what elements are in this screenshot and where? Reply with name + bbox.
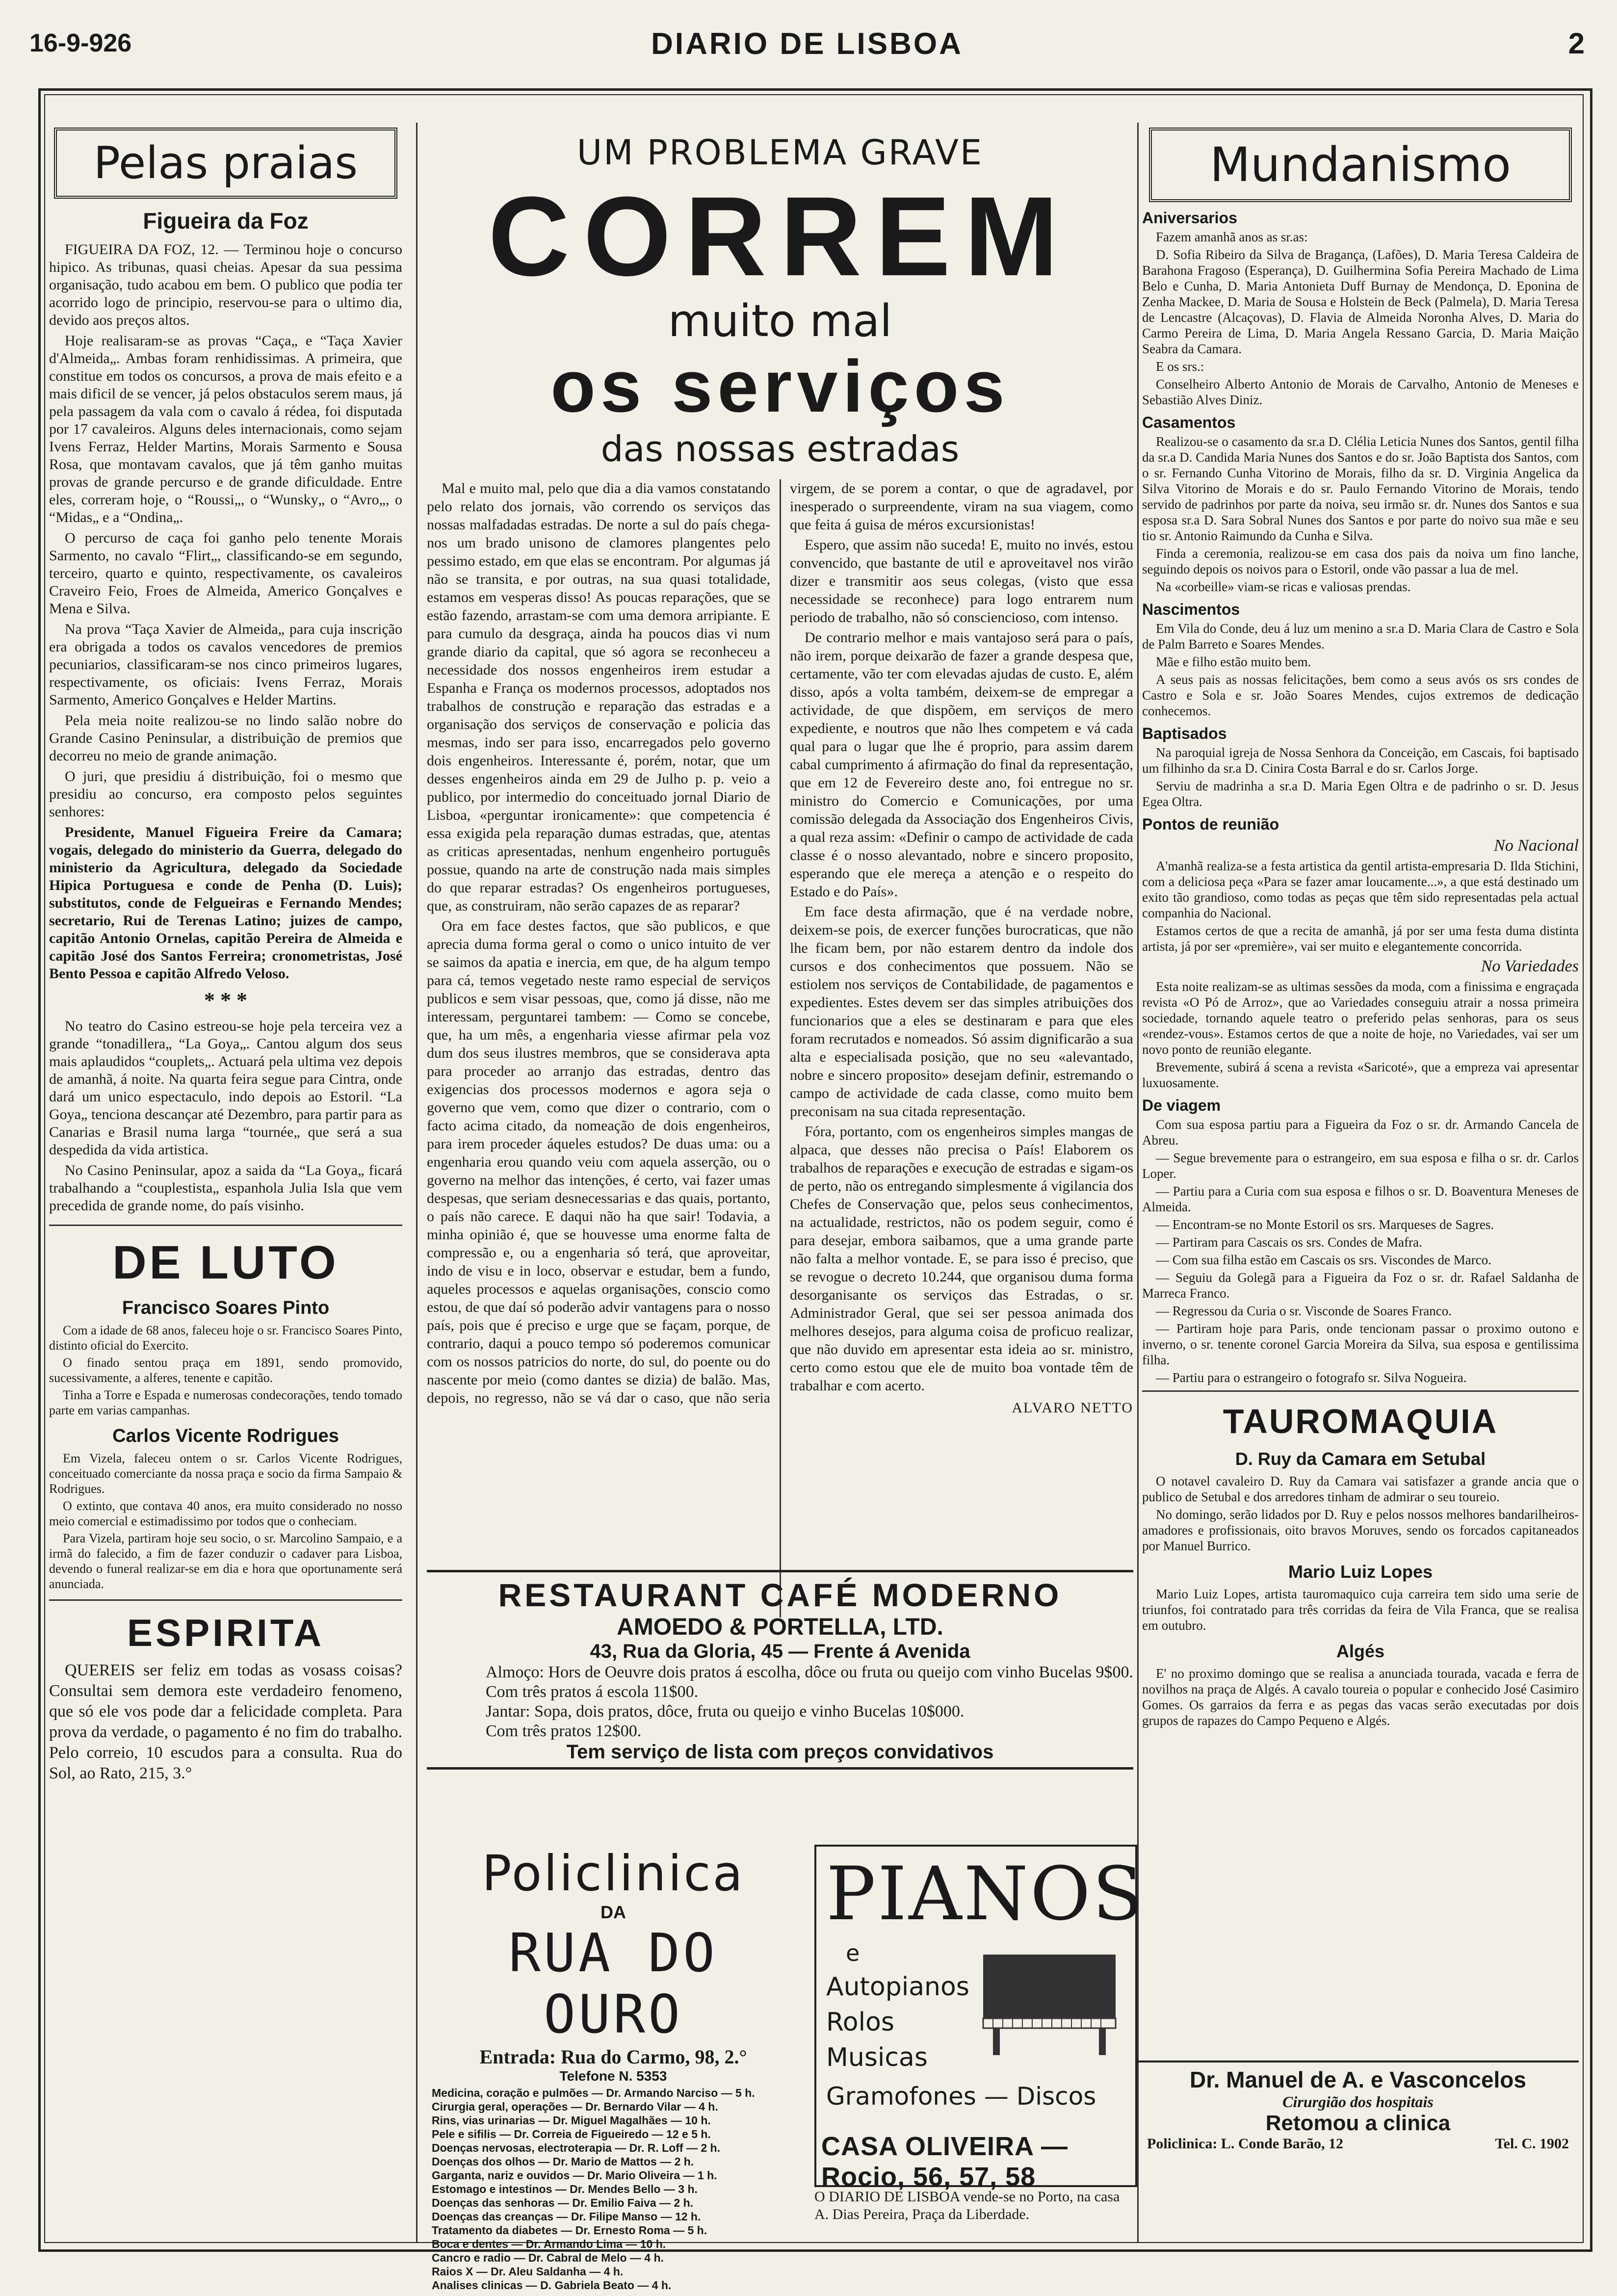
paragraph: Pela meia noite realizou-se no lindo salão nobre do Grande Casino Peninsular, a distribuição de premios que decorreu no meio de grande animação.	[49, 712, 402, 764]
section-nascimentos: Nascimentos	[1142, 600, 1240, 618]
restaurant-name: RESTAURANT CAFÉ MODERNO	[498, 1577, 1062, 1613]
paragraph: Mãe e filho estão muito bem.	[1156, 654, 1311, 669]
policlinica-subtitle: RUA DO OURO	[508, 1923, 718, 2045]
policlinica-phone: Telefone N. 5353	[559, 2068, 667, 2084]
paragraph: Na «corbeille» viam-se ricas e valiosas prendas.	[1156, 579, 1411, 594]
obituary-text: O extinto, que contava 40 anos, era muito considerado no nosso meio comercial e estimadissimo por todos que o conheciam.	[49, 1499, 402, 1528]
sales-note: O DIARIO DE LISBOA vende-se no Porto, na casa A. Dias Pereira, Praça da Liberdade.	[814, 2189, 1120, 2222]
pianos-item: Rolos	[826, 2008, 894, 2037]
policlinica-ad	[427, 1845, 800, 2292]
paragraph: E os srs.:	[1156, 359, 1204, 374]
service-line: Doenças das senhoras — Dr. Emilio Faiva — 2 h.	[432, 2196, 694, 2209]
doctor-phone: Tel. C. 1902	[1495, 2136, 1569, 2152]
section-aniversarios: Aniversarios	[1142, 209, 1237, 227]
article-subtitle: Figueira da Foz	[143, 208, 309, 234]
main-article	[427, 479, 1133, 1618]
obituary-text: Tinha a Torre e Espada e numerosas condecorações, tendo tomado parte em varias campanhas.	[49, 1388, 402, 1417]
paragraph: O notavel cavaleiro D. Ruy da Camara vai satisfazer a grande ancia que o publico de Setubal e dos arredores tinham de admirar o seu toureio.	[1142, 1474, 1579, 1504]
paragraph: Mario Luiz Lopes, artista tauromaquico cuja carreira tem sido uma serie de triunfos, foi contratado para três corridas da feira de Vila Franca, que se realisa em outubro.	[1142, 1587, 1579, 1633]
paragraph: — Regressou da Curia o sr. Visconde de Soares Franco.	[1156, 1304, 1452, 1318]
service-line: Doenças dos olhos — Dr. Mario de Mattos — 2 h.	[432, 2155, 694, 2168]
bullfight-subtitle: D. Ruy da Camara em Setubal	[1235, 1449, 1486, 1469]
service-line: Analises clinicas — D. Gabriela Beato — 4 h.	[432, 2279, 672, 2292]
paragraph: Espero, que assim não suceda! E, muito no invés, estou convencido, que bastante de util e aproveitavel nos virão dizer e transmitir aos seus colegas, (visto que essa necessidade se reconhece) para logo entrarem num periodo de trabalho, não só consciencioso, com intenso.	[790, 537, 1133, 626]
paragraph: FIGUEIRA DA FOZ, 12. — Terminou hoje o concurso hipico. As tribunas, quasi cheias. Apesar da sua pessima organisação, tudo acabou em bem. O publico que podia ter acorrido logo de principio, reservou-se para o ultimo dia, devido aos preços altos.	[49, 241, 402, 328]
section-title: Pelas praias	[93, 137, 358, 189]
paragraph: Em Vila do Conde, deu á luz um menino a sr.a D. Maria Clara de Castro e Sola de Palm Barreto e Soares Mendes.	[1142, 621, 1579, 652]
doctor-specialty: Cirurgião dos hospitais	[1282, 2093, 1434, 2111]
service-line: Rins, vias urinarias — Dr. Miguel Magalhães — 10 h.	[432, 2114, 711, 2127]
paragraph: O percurso de caça foi ganho pelo tenente Morais Sarmento, no cavalo “Flirt„, classificando-se em segundo, terceiro, quarto e quinto, respectivamente, os cavaleiros Craveiro Feio, Froes de Almeida, Americo Gonçalves e Mena e Silva.	[49, 530, 402, 617]
author-signature: ALVARO NETTO	[1012, 1400, 1133, 1416]
separator: * * *	[204, 988, 247, 1012]
paragraph: D. Sofia Ribeiro da Silva de Bragança, (Lafões), D. Maria Teresa Caldeira de Barahona Fragoso (Esperança), D. Guilhermina Sofia Pereira Machado de Lima Belo e Cunha, D. Maria Antonieta Duff Burnay de Mendonça, D. Eponina de Zenha Mackee, D. Maria de Sousa e Holstein de Beck (Palmela), D. Maria Teresa de Lencastre (Alcaçovas), D. Flavia de Almeida Noronha Alves, D. Maria do Carmo Pereira de Lima, D. Maria Angela Ressano Garcia, D. Maria Maição Seabra da Camara.	[1142, 247, 1579, 356]
obituary-name: Carlos Vicente Rodrigues	[112, 1426, 339, 1446]
paragraph: Com sua esposa partiu para a Figueira da Foz o sr. dr. Armando Cancela de Abreu.	[1142, 1117, 1579, 1148]
paragraph: — Encontram-se no Monte Estoril os srs. Marqueses de Sagres.	[1156, 1217, 1494, 1232]
paragraph: Na paroquial igreja de Nossa Senhora da Conceição, em Cascais, foi baptisado um filhinho da sr.a D. Cinira Costa Barral e do sr. Carlos Jorge.	[1142, 745, 1579, 776]
paragraph: — Partiram hoje para Paris, onde tencionam passar o proximo outono e inverno, o sr. tenente coronel Garcia Moreira da Silva, sua esposa e gentilissima filha.	[1142, 1321, 1579, 1367]
paragraph: Hoje realisaram-se as provas “Caça„ e “Taça Xavier d'Almeida„. Ambas foram renhidissimas. A primeira, que constitue em todos os concursos, a prova de mais efeito e a mais dificil de se vencer, já pelos obstaculos serem maus, já pela passagem da vala com o cavalo á rédea, foi disputada por 17 cavaleiros. Alguns deles internacionais, como sejam Ivens Ferraz, Helder Martins, Morais Sarmento e Sousa Rosa, que montavam cavalos, que já têm ganho muitas provas de grande percurso e de grande dificuldade. Entre eles, correram hoje, o “Roussi„, o “Wunsky„ o “Avro„, o “Midas„ e a “Ondina„.	[49, 333, 402, 525]
pianos-title: PIANOS	[826, 1852, 1145, 1937]
doctor-notice: Retomou a clinica	[1265, 2111, 1451, 2135]
paragraph: No Casino Peninsular, apoz a saida da “La Goya„ ficará trabalhando a “couplestista„ espanhola Julia Isla que vem precedida de grande nome, do país visinho.	[49, 1162, 402, 1214]
pianos-gramophones: Gramofones — Discos	[826, 2082, 1096, 2111]
paragraph: Na prova “Taça Xavier de Almeida„ para cuja inscrição era obrigada a todos os cavalos vencedores de premios pecuniarios, classificaram-se nos cinco primeiros lugares, respectivamente, os oficiais: Ivens Ferraz, Morais Sarmento, Americo Gonçalves e Helder Martins.	[49, 621, 402, 708]
service-line: Raios X — Dr. Aleu Saldanha — 4 h.	[432, 2265, 624, 2278]
right-column	[1137, 118, 1579, 2242]
column-rule-left	[416, 123, 417, 2242]
pelas-praias-banner	[54, 128, 397, 199]
service-line: Cirurgia geral, operações — Dr. Bernardo Vilar — 4 h.	[432, 2100, 718, 2113]
headline-line-2: muito mal	[668, 295, 892, 347]
page-header	[29, 24, 1585, 68]
tauromaquia-heading: TAUROMAQUIA	[1223, 1402, 1498, 1440]
paragraph: — Partiram para Cascais os srs. Condes de Mafra.	[1156, 1235, 1422, 1250]
issue-date: 16-9-926	[29, 29, 132, 57]
pianos-ad	[814, 1845, 1145, 2192]
pianos-item: Musicas	[826, 2043, 928, 2072]
restaurant-footer: Tem serviço de lista com preços convidativos	[566, 1741, 994, 1763]
restaurant-address: 43, Rua da Gloria, 45 — Frente á Avenida	[590, 1641, 970, 1662]
section-baptisados: Baptisados	[1142, 725, 1227, 742]
section-pontos: Pontos de reunião	[1142, 815, 1279, 833]
divider	[1142, 1390, 1579, 1392]
mundanismo-banner	[1149, 128, 1572, 202]
luto-heading: DE LUTO	[112, 1236, 339, 1289]
service-line: Doenças nervosas, electroterapia — Dr. R. Loff — 2 h.	[432, 2141, 720, 2154]
paragraph: Estamos certos de que a recita de amanhã, já por ser uma festa duma distinta artista, já por ser «première», vai ser muito e elegantemente concorrida.	[1142, 923, 1579, 954]
paragraph: A'manhã realiza-se a festa artistica da gentil artista-empresaria D. Ilda Stichini, com a deliciosa peça «Para se fazer amar loucamente...», a que está destinado um exito tão grandioso, como todas as peças que têm sido representadas pela actual companhia do Nacional.	[1142, 859, 1579, 920]
espirita-text: QUEREIS ser feliz em todas as vosass coisas? Consultai sem demora este verdadeiro fenomeno, que só ele vos pode dar a felicidade completa. Para prova da verdade, o pagamento é no fim do trabalho. Pelo correio, 10 escudos para a consulta. Rua do Sol, ao Rato, 215, 3.°	[49, 1661, 402, 1782]
pianos-item: Autopianos	[826, 1972, 969, 2002]
middle-column	[427, 118, 1145, 2292]
paragraph: Serviu de madrinha a sr.a D. Maria Egen Oltra e de padrinho o sr. D. Jesus Egea Oltra.	[1142, 779, 1579, 809]
service-line: Garganta, nariz e ouvidos — Dr. Mario Oliveira — 1 h.	[432, 2169, 717, 2182]
obituary-name: Francisco Soares Pinto	[122, 1298, 330, 1318]
menu-line: Com três pratos á escola 11$00.	[486, 1683, 699, 1701]
headline-line-3: os serviços	[550, 345, 1010, 427]
paragraph: — Segue brevemente para o estrangeiro, em sua esposa e filha o sr. dr. Carlos Loper.	[1142, 1150, 1579, 1181]
section-viagem: De viagem	[1142, 1096, 1221, 1114]
restaurant-firm: AMOEDO & PORTELLA, LTD.	[617, 1614, 943, 1640]
piano-illustration	[978, 1945, 1125, 2058]
paragraph: E' no proximo domingo que se realisa a anunciada tourada, vacada e ferra de novilhos na praça de Algés. A cavalo toureia o popular e conhecido José Casimiro Gomes. Os garraios da ferra e as pegas das vacas serão executadas por dois grupos de rapazes do Campo Pequeno e Algés.	[1142, 1666, 1579, 1728]
obituary-text: Para Vizela, partiram hoje seu socio, o sr. Marcolino Sampaio, e a irmã do falecido, a fim de fazer conduzir o cadaver para Lisboa, devendo o funeral realizar-se em dia e hora que oportunamente será anunciada.	[49, 1531, 402, 1591]
paragraph: — Com sua filha estão em Cascais os srs. Viscondes de Marco.	[1156, 1252, 1492, 1267]
paragraph: Fazem amanhã anos as sr.as:	[1156, 230, 1308, 244]
policlinica-services	[427, 2086, 800, 2292]
paragraph: O juri, que presidiu á distribuição, foi o mesmo que presidiu ao concurso, era composto pelos seguintes senhores:	[49, 768, 402, 820]
divider	[49, 1225, 402, 1226]
left-column	[49, 118, 402, 2242]
service-line: Tratamento da diabetes — Dr. Ernesto Roma — 5 h.	[432, 2224, 707, 2237]
paragraph: Fóra, portanto, com os engenheiros simples mangas de alpaca, que desses não precisa o País! Elaborem os trabalhos de reparações e execução de estradas e sigam-os de perto, não os entregando simplesmente á vigilancia dos Chefes de Conservação que, pelos seus conhecimentos, na actualidade, restrictos, não os podem seguir, como é para desejar, embora saibamos, que a uma grande parte não falta a melhor vontade. E, se para isso é preciso, que se revogue o decreto 10.244, que organisou duma forma desorganisante os serviços das Estradas, o sr. Administrador Geral, que sei ser pessoa animada dos melhores desejos, para alguma coisa de proficuo realizar, que não duvido em apresentar esta ideia ao sr. ministro, certo como estou que ele de muito boa vontade têm de trabalhar e com acerto.	[790, 1123, 1133, 1394]
subsection-variedades: No Variedades	[1481, 957, 1579, 975]
paragraph: Finda a ceremonia, realizou-se em casa dos pais da noiva um fino lanche, seguindo depois os noivos para o Estoril, onde vão passar a lua de mel.	[1142, 546, 1579, 576]
paragraph: De contrario melhor e mais vantajoso será para o país, não irem, porque deixarão de fazer a grande despesa que, certamente, vão ter com elevadas ajudas de custo. E, além disso, após a volta também, deixem-se de empregar a actividade, de que dispõem, em serviços de mero expediente, e noutros que não lhes competem e vá cada qual para o lugar que lhe é proprio, para assim darem cabal cumprimento á afirmação do final da representação, que em 12 de Fevereiro deste ano, foi entregue no sr. ministro do Comercio e Comunicações, por uma comissão delegada da Associação dos Engenheiros Civis, a qual reza assim: «Definir o campo de actividade de cada classe é o nosso alevantado, nobre e sincero proposito, esperando que ele mereça a atenção e o respeito do Estado e do País».	[790, 629, 1133, 900]
section-casamentos: Casamentos	[1142, 414, 1236, 431]
service-line: Doenças das creanças — Dr. Filipe Manso — 12 h.	[432, 2210, 701, 2223]
bullfight-subtitle: Algés	[1336, 1641, 1385, 1661]
headline-line-4: das nossas estradas	[600, 428, 960, 470]
paragraph: Ora em face destes factos, que são publicos, e que aprecia duma forma geral o como o unico intuito de ver se saimos da apatia e inercia, em que, de ha algum tempo para cá, temos vegetado neste ramo especial de serviços publicos e sem visar pessoas, que, como já disse, não me interessam, perguntarei tambem: — Como se concebe, que, ha um mês, a engenharia viesse afirmar pela voz dum dos seus ilustres membros, que se considerava apta para proceder ao arranjo das estradas, dentro das exigencias dos processos modernos e agora seja o governo que vem, como que dizer o contrario, com o facto acima citado, da nomeação de dois engenheiros, para irem proceder áqueles estudos? De duas uma: ou a engenharia erou quando veiu com aquela asserção, ou o governo na melhor das intenções, é certo, vai fazer umas despesas, que seriam desnecessarias e das quais, portanto, o país não carece. E daqui não ha que sair! Todavia, a minha opinião é, que se houvesse uma enorme falta de compressão e, ou a engenharia só terá, que aproveitar, indo de visu e in loco, observar e estudar, bem a fundo, aqueles processos e aquelas organisações, conscio como estou, de que daí só poderão advir vantagens para o nosso país, pois que é preciso e urge que se façam, porque, de contrario, daqui a pouco tempo só poderemos comunicar com os nossos patricios do norte, do sul, do poente ou do nascente por meio (como dantes se dizia) de balão. Mas, depois, no regresso, não se vá dar o caso, que não seria virgem, de se porem a contar, o que de agradavel, por inesperado o surpreendente, viram na sua viagem, como que feita á guisa de méros excursionistas!	[427, 480, 1133, 1406]
paragraph: A seus pais as nossas felicitações, bem como a seus avós os srs condes de Castro e Sola e sr. João Soares Mendes, cujos extremos de dedicação conhecemos.	[1142, 672, 1579, 718]
paragraph: Realizou-se o casamento da sr.a D. Clélia Leticia Nunes dos Santos, gentil filha da sr.a D. Candida Maria Nunes dos Santos e do sr. João Baptista dos Santos, com o sr. Fernando Cunha Vitorino de Morais, filho da sr. D. Virginia Angelica da Silva Vitorino de Morais e do sr. Paulo Fernando Vitorino de Morais, tendo servido de padrinhos por parte da noiva, seu irmão sr. dr. Nunes dos Santos e sua esposa sr.a D. Sara Sobral Nunes dos Santos e por parte do noivo sua mãe e seu tio sr. Antonio Raimundo da Cunha e Silva.	[1142, 434, 1579, 543]
policlinica-title: Policlinica	[482, 1845, 745, 1902]
obituary-text: Em Vizela, faleceu ontem o sr. Carlos Vicente Rodrigues, conceituado comerciante da nossa praça e socio da firma Sampaio & Rodrigues.	[49, 1451, 402, 1496]
policlinica-da: DA	[600, 1902, 626, 1922]
doctor-contact	[1137, 2136, 1579, 2152]
menu-line: Almoço: Hors de Oeuvre dois pratos á escolha, dôce ou fruta ou queijo com vinho Bucelas 9$00.	[486, 1663, 1134, 1681]
paragraph: Conselheiro Alberto Antonio de Morais de Carvalho, Antonio de Meneses e Sebastião Alves Diniz.	[1142, 377, 1579, 407]
doctor-ad	[1137, 2061, 1579, 2152]
bullfight-subtitle: Mario Luiz Lopes	[1288, 1562, 1433, 1582]
paragraph: Em face desta afirmação, que é na verdade nobre, deixem-se pois, de exercer funções burocraticas, que não lhe ficam bem, por não estarem dentro da indole dos cursos e dos conhecimentos que possuem. Não se estiolem nos serviços de Contabilidade, de pagamentos e expedientes. Estes devem ser das simples atribuições dos funcionarios que a eles se destinaram e para que eles foram recrutados e nomeados. Só assim dignificarão a sua alta e especialisada posição, que no seu «alevantado, nobre e sincero proposito» desejam definir, estremando o campo de actividade de cada classe, como muito bem preconisam na sua citada representação.	[790, 904, 1133, 1120]
paragraph: — Seguiu da Golegã para a Figueira da Foz o sr. dr. Rafael Saldanha de Marreca Franco.	[1142, 1270, 1579, 1301]
section-title: Mundanismo	[1209, 137, 1512, 192]
page-number: 2	[1568, 27, 1585, 60]
paragraph: — Partiu para a Curia com sua esposa e filhos o sr. D. Boaventura Meneses de Almeida.	[1142, 1184, 1579, 1214]
service-line: Estomago e intestinos — Dr. Mendes Bello — 3 h.	[432, 2183, 698, 2195]
pianos-shop: CASA OLIVEIRA — Rocio, 56, 57, 58	[821, 2132, 1069, 2192]
pianos-and: e	[846, 1940, 860, 1966]
paragraph: — Partiu para o estrangeiro o fotografo sr. Silva Nogueira.	[1156, 1370, 1467, 1385]
paragraph: No teatro do Casino estreou-se hoje pela terceira vez a grande “tonadillera„ “La Goya„. Cantou algum dos seus mais aplaudidos “couplets„. Actuará pela ultima vez depois de amanhã, á noite. Na quarta feira segue para Cintra, onde dará um unico espectaculo, indo depois ao Estoril. “La Goya„ tenciona descançar até Dezembro, para partir para as Canarias e Brasil numa larga “tournée„ que será a sua despedida da vida artistica.	[49, 1018, 402, 1158]
service-line: Pele e sifilis — Dr. Correia de Figueiredo — 12 e 5 h.	[432, 2128, 711, 2140]
divider	[49, 1599, 402, 1601]
service-line: Medicina, coração e pulmões — Dr. Armando Narciso — 5 h.	[432, 2087, 755, 2099]
pianos-lines	[826, 1969, 969, 2075]
headline: CORREM	[488, 173, 1072, 299]
menu-line: Jantar: Sopa, dois pratos, dôce, fruta ou queijo e vinho Bucelas 10$000.	[486, 1702, 965, 1721]
espirita-heading: ESPIRITA	[127, 1611, 324, 1654]
obituary-text: O finado sentou praça em 1891, sendo promovido, sucessivamente, a alferes, tenente e capitão.	[49, 1356, 402, 1385]
paragraph: No domingo, serão lidados por D. Ruy e pelos nossos melhores bandarilheiros-amadores e profissionais, oito bravos Moruves, sendo os forcados capitaneados por Manuel Burrico.	[1142, 1507, 1579, 1553]
menu-line: Com três pratos 12$00.	[486, 1722, 642, 1740]
service-line: Boca e dentes — Dr. Armando Lima — 10 h.	[432, 2238, 666, 2250]
service-line: Cancro e radio — Dr. Cabral de Melo — 4 h.	[432, 2251, 664, 2264]
paragraph: Esta noite realizam-se as ultimas sessões da moda, com a finissima e engraçada revista «O Pó de Arroz», que ao Variedades conseguiu atrair a nossa primeira sociedade, tornando aquele teatro o preferido pelas senhoras, para os seus «rendez-vous». Estamos certos de que a noite de hoje, no Variedades, vai ser um novo ponto de reunião elegante.	[1142, 979, 1579, 1057]
doctor-name: Dr. Manuel de A. e Vasconcelos	[1189, 2067, 1526, 2092]
policlinica-entrance: Entrada: Rua do Carmo, 98, 2.°	[479, 2046, 747, 2068]
restaurant-ad	[427, 1570, 1133, 1770]
paragraph: Brevemente, subirá á scena a revista «Saricoté», que a empreza vai apresentar luxuosamente.	[1142, 1060, 1579, 1090]
obituary-text: Com a idade de 68 anos, faleceu hoje o sr. Francisco Soares Pinto, distinto oficial do Exercito.	[49, 1323, 402, 1353]
jury-paragraph: Presidente, Manuel Figueira Freire da Camara; vogais, delegado do ministerio da Guerra, delegado do ministerio da Agricultura, delegado da Sociedade Hipica Portuguesa e conde de Penha (D. Luis); substitutos, conde de Felgueiras e Fernando Mendes; secretario, Rui de Terenas Latino; juizes de campo, capitão Antonio Ornelas, capitão Pereira de Almeida e capitão José dos Santos Ferreira; cronometristas, José Bento Pessoa e capitão Alfredo Veloso.	[49, 824, 402, 982]
masthead-title: DIARIO DE LISBOA	[651, 27, 963, 61]
subsection-nacional: No Nacional	[1494, 836, 1579, 855]
doctor-address: Policlinica: L. Conde Barão, 12	[1147, 2136, 1343, 2152]
kicker: UM PROBLEMA GRAVE	[576, 132, 984, 173]
paragraph: Mal e muito mal, pelo que dia a dia vamos constatando pelo relato dos jornais, vão correndo os serviços das nossas malfadadas estradas. De norte a sul do país chega-nos um brado unisono de clamores plangentes pelo pessimo estado, em que elas se encontram. Por algumas já não se transita, e por outras, na sua quasi totalidade, estamos em vesperas disso! As poucas reparações, que se estão fazendo, arrastam-se com uma demora arripiante. E para cumulo da desgraça, ainda ha poucos dias vi num grande diario da capital, que só agora se reconheceu a necessidade dos nossos engenheiros irem estudar a Espanha e França os modernos processos, adoptados nos trabalhos de construção e reparação das estradas e a organisação dos serviços de conservação e policia das mesmas, indo ser para isso, encarregados pelo governo dois engenheiros. Interessante é, porém, notar, que um desses engenheiros ainda em 29 de Julho p. p. veio a publico, por intermedio do conceituado jornal Diario de Lisboa, «perguntar ironicamente»: que competencia é essa exigida pela reparação dumas estradas, que, atentas as criticas apresentadas, nenhum engenheiro português possue, quando na arte de construção nada mais simples do que reparar estradas? Os engenheiros portugueses, que, as construiram, não serão capazes de as reparar?	[427, 480, 770, 914]
